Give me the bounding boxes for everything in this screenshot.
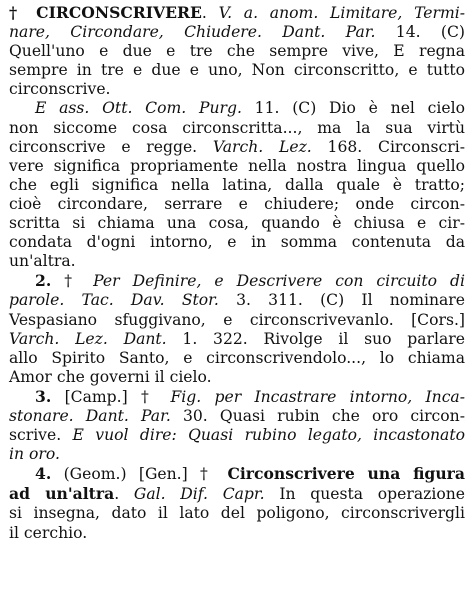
- text-segment: 30. Quasi rubin che oro circon-: [170, 406, 465, 425]
- entry-line: [9, 233, 465, 252]
- entry-line: [9, 157, 465, 176]
- entry-line: [9, 99, 465, 118]
- italic-text: Varch. Lez. Dant.: [9, 329, 167, 348]
- entry-line: [9, 311, 465, 330]
- italic-text: Per Definire, e Descrivere con circuito di: [93, 272, 465, 291]
- entry-line: [9, 214, 465, 233]
- text-segment: 168. Circonscri-: [311, 137, 465, 156]
- entry-line: [9, 504, 465, 523]
- text-segment: Vespasiano sfuggivano, e circonscrivevanlo. [Cors.]: [9, 310, 465, 329]
- entry-line: [9, 119, 465, 138]
- entry-line: [9, 23, 465, 42]
- text-segment: condata d'ogni intorno, e in somma contenuta da: [9, 233, 465, 252]
- entry-line: [9, 426, 465, 445]
- entry-line: [9, 349, 465, 368]
- text-segment: che egli significa nella latina, dalla quale è tratto;: [9, 175, 465, 194]
- text-segment: 3. 311. (C) Il nominare: [218, 291, 465, 310]
- text-segment: si insegna, dato il lato del poligono, circonscrivergli: [9, 504, 465, 523]
- headword-line: [9, 3, 465, 23]
- text-segment: .: [114, 485, 134, 504]
- text-segment: .: [201, 4, 219, 22]
- bold-text: 2.: [35, 271, 52, 291]
- italic-text: V. a. anom. Limitare, Termi-: [218, 4, 466, 22]
- dictionary-entry: [9, 3, 465, 543]
- text-segment: (Geom.) [Gen.] †: [51, 465, 228, 484]
- entry-line: [9, 271, 465, 291]
- text-segment: [Camp.] †: [51, 387, 171, 406]
- italic-text: E vuol dire: Quasi rubino legato, incastonato: [72, 426, 465, 445]
- text-segment: scritta si chiama una cosa, quando è chiusa e cir-: [9, 214, 465, 233]
- italic-text: parole. Tac. Dav. Stor.: [9, 291, 219, 310]
- entry-line: [9, 291, 465, 310]
- entry-line: [9, 80, 465, 99]
- text-segment: †: [51, 272, 94, 291]
- text-segment: il cerchio.: [9, 523, 88, 542]
- entry-line: [9, 61, 465, 80]
- entry-line: [9, 484, 465, 504]
- text-segment: non siccome cosa circonscritta..., ma la sua virtù: [9, 118, 465, 137]
- text-segment: 11. (C) Dio è nel cielo: [241, 99, 465, 118]
- entry-line: [9, 407, 465, 426]
- italic-text: Fig. per Incastrare intorno, Inca-: [170, 387, 465, 406]
- entry-line: [9, 524, 465, 543]
- text-segment: scrive.: [9, 426, 73, 445]
- text-segment: 14. (C): [375, 23, 466, 42]
- text-segment: vere significa propriamente nella nostra lingua quello: [9, 156, 465, 175]
- italic-text: in oro.: [9, 445, 60, 464]
- bold-text: 3.: [35, 386, 52, 406]
- text-segment: In questa operazione: [264, 485, 466, 504]
- text-segment: circonscrive e regge.: [9, 137, 213, 156]
- bold-text: Circonscrivere una figura: [227, 464, 465, 484]
- text-segment: circonscrive.: [9, 80, 111, 99]
- italic-text: nare, Circondare, Chiudere. Dant. Par.: [9, 23, 376, 42]
- entry-line: [9, 195, 465, 214]
- text-segment: un'altra.: [9, 252, 76, 271]
- bold-text: 4.: [35, 464, 52, 484]
- entry-line: [9, 138, 465, 157]
- entry-line: [9, 387, 465, 407]
- text-segment: cioè circondare, serrare e chiudere; onde circon-: [9, 194, 465, 213]
- entry-line: [9, 368, 465, 387]
- text-segment: allo Spirito Santo, e circonscrivendolo..., lo chiama: [9, 348, 465, 367]
- italic-text: E ass. Ott. Com. Purg.: [35, 99, 242, 118]
- entry-line: [9, 252, 465, 271]
- entry-line: [9, 464, 465, 484]
- entry-line: [9, 445, 465, 464]
- entry-line: [9, 176, 465, 195]
- text-segment: Quell'uno e due e tre che sempre vive, E regna: [9, 42, 465, 61]
- bold-text: ad un'altra: [9, 484, 115, 504]
- text-segment: Amor che governi il cielo.: [9, 367, 212, 386]
- bold-text: CIRCONSCRIVERE: [36, 3, 202, 22]
- entry-line: [9, 42, 465, 61]
- bold-text: †: [9, 3, 37, 22]
- text-segment: 1. 322. Rivolge il suo parlare: [166, 329, 465, 348]
- entry-line: [9, 330, 465, 349]
- italic-text: stonare. Dant. Par.: [9, 406, 171, 425]
- text-segment: sempre in tre e due e uno, Non circonscritto, e tutto: [9, 61, 465, 80]
- italic-text: Gal. Dif. Capr.: [133, 485, 265, 504]
- italic-text: Varch. Lez.: [212, 137, 312, 156]
